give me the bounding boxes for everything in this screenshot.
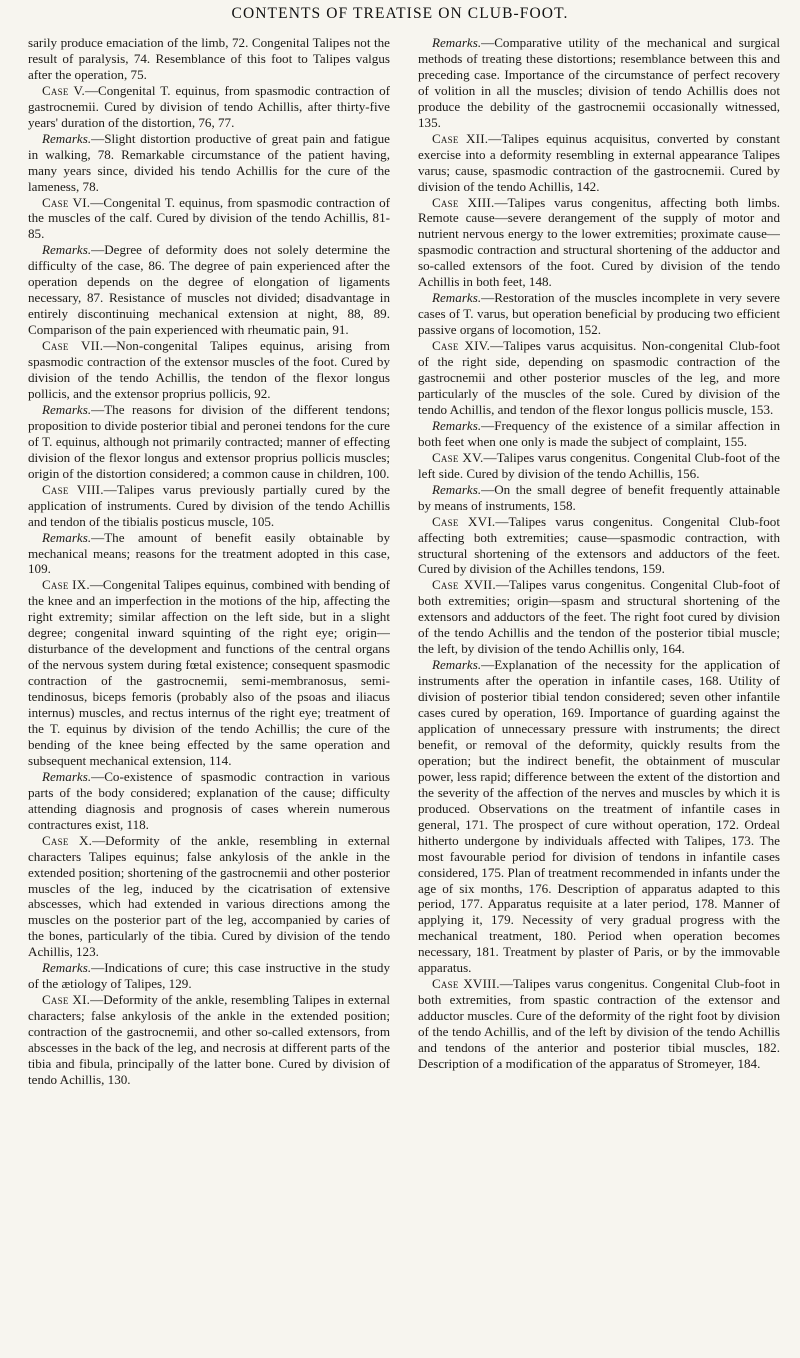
entry-text: —Co-existence of spasmodic contraction in various parts of the body considered; explanation of the cause; difficulty attending diagnosis and prognosis of cases wherein numerous contractures exist, 118. [28, 768, 390, 832]
entry-text: —Talipes varus congenitus. Congenital Club-foot in both extremities, from spastic contraction of the extensor and adductor muscles. Cure of the deformity of the right foot by division of the tendo Achillis, and of the left by division of the tendo Achillis and tendons of the anterior and posterior tibial muscles, 182. Description of a modification of the apparatus of Stromeyer, 184. [418, 976, 780, 1071]
contents-entry [28, 992, 390, 1088]
contents-entry [28, 960, 390, 992]
case-label: Case XV. [432, 449, 484, 465]
entry-text: —Talipes varus acquisitus. Non-congenital Club-foot of the right side, depending on spasmodic contraction of the gastrocnemii and other posterior muscles of the leg, and more particularly of the muscles of the sole. Cured by division of the tendo Achillis, and tendon of the flexor longus pollicis muscle, 153. [418, 338, 780, 417]
contents-entry [418, 338, 780, 418]
contents-entry [28, 242, 390, 338]
contents-entry [28, 195, 390, 243]
case-label: Case VIII. [42, 481, 104, 497]
entry-text: —Talipes equinus acquisitus, converted by constant exercise into a deformity resembling in external appearance Talipes varus; cause, spasmodic contraction of the gastrocnemii. Cured by division of the tendo Achillis, 142. [418, 130, 780, 194]
case-label: Case XVI. [432, 513, 496, 529]
entry-text: —The reasons for division of the different tendons; proposition to divide posterior tibial and peronei tendons for the cure of T. equinus, although not primarily contracted; manner of effecting division of the flexor longus and extensor proprius pollicis muscles; origin of the distortion considered; a common cause in children, 100. [28, 401, 390, 481]
case-label: Case VII. [42, 338, 104, 354]
entry-text: —Indications of cure; this case instructive in the study of the ætiology of Talipes, 129. [28, 960, 390, 992]
remarks-label: Remarks. [432, 481, 482, 497]
entry-text: —The amount of benefit easily obtainable by mechanical means; reasons for the treatment adopted in this case, 109. [28, 529, 390, 577]
case-label: Case XVIII. [432, 976, 500, 992]
remarks-label: Remarks. [42, 960, 92, 976]
entry-text: —Deformity of the ankle, resembling Talipes in external characters; false ankylosis of the ankle in the extended position; contraction of the gastrocnemii, and other so-called extensors, from abscesses in the back of the leg, and necrosis at different parts of the tibia and fibula, principally of the latter bone. Cured by division of tendo Achillis, 130. [28, 992, 390, 1087]
entry-text: —Congenital T. equinus, from spasmodic contraction of gastrocnemii. Cured by division of tendo Achillis, after thirty-five years' duration of the distortion, 76, 77. [28, 82, 390, 130]
case-label: Case XII. [432, 130, 489, 146]
contents-entry [418, 290, 780, 338]
running-head: CONTENTS OF TREATISE ON CLUB-FOOT. [231, 5, 569, 22]
entry-text: —Talipes varus congenitus. Congenital Club-foot of the left side. Cured by division of the tendo Achillis, 156. [418, 449, 780, 481]
contents-entry [418, 418, 780, 450]
contents-entry [28, 769, 390, 833]
remarks-label: Remarks. [42, 768, 92, 784]
entry-text: —Restoration of the muscles incomplete in very severe cases of T. varus, but operation beneficial by producing two efficient passive organs of locomotion, 152. [418, 290, 780, 338]
entry-text: —Non-congenital Talipes equinus, arising from spasmodic contraction of the extensor muscles of the foot. Cured by division of the tendo Achillis, the tendon of the flexor longus pollicis, and the extensor proprius pollicis, 92. [28, 338, 390, 401]
remarks-label: Remarks. [432, 290, 482, 306]
entry-text: —Talipes varus congenitus. Congenital Club-foot affecting both extremities; cause—spasmodic contraction, with structural shortening of the extensors and adductors of the feet. Cured by division of the Achilles tendons, 159. [418, 513, 780, 577]
contents-entry [28, 530, 390, 578]
entry-text: —Frequency of the existence of a similar affection in both feet when one only is made the subject of complaint, 155. [418, 417, 780, 449]
entry-text: —Talipes varus congenitus, affecting both limbs. Remote cause—severe derangement of the supply of motor and nutrient nervous energy to the lower extremities; proximate cause—spasmodic contraction and structural shortening of the adductor and so-called extensors of the foot. Cured by division of the tendo Achillis in both feet, 148. [418, 194, 780, 290]
entry-text: sarily produce emaciation of the limb, 72. Congenital Talipes not the result of paralysis, 74. Resemblance of this foot to Talipes valgus after the operation, 75. [28, 35, 390, 82]
entry-text: —Talipes varus previously partially cured by the application of instruments. Cured by division of the tendo Achillis and tendon of the tibialis posticus muscle, 105. [28, 481, 390, 529]
remarks-label: Remarks. [42, 242, 92, 258]
entry-text: —Talipes varus congenitus. Congenital Club-foot of both extremities; origin—spasm and structural shortening of the extensors and adductors of the feet. The right foot cured by division of the tendo Achillis and the tendon of the posterior tibial muscle; the left, by division of the tendo Achillis only, 164. [418, 577, 780, 657]
entry-text: —Slight distortion productive of great pain and fatigue in walking, 78. Remarkable circumstance of the patient having, many years since, divided his tendo Achillis for the cure of the lameness, 78. [28, 130, 390, 194]
case-label: Case V. [42, 82, 85, 98]
entry-text: —Degree of deformity does not solely determine the difficulty of the case, 86. The degree of pain experienced after the operation depends on the degree of elongation of ligaments necessary, 87. Resistance of muscles not divided; disadvantage in entirely discontinuing mechanical extension at night, 88, 89. Comparison of the pain experienced with rheumatic pain, 91. [28, 242, 390, 338]
contents-entry [418, 657, 780, 976]
contents-entry [418, 976, 780, 1072]
case-label: Case XVII. [432, 577, 496, 593]
left-column [28, 35, 390, 1350]
entry-text: —Congenital T. equinus, from spasmodic contraction of the muscles of the calf. Cured by division of the tendo Achillis, 81-85. [28, 194, 390, 242]
contents-entry [418, 577, 780, 657]
remarks-label: Remarks. [432, 35, 482, 50]
entry-text: —On the small degree of benefit frequently attainable by means of instruments, 158. [418, 481, 780, 513]
case-label: Case XIV. [432, 338, 491, 354]
contents-entry [418, 514, 780, 578]
case-label: Case IX. [42, 577, 90, 593]
case-label: Case X. [42, 832, 93, 848]
entry-text: —Deformity of the ankle, resembling in external characters Talipes equinus; false ankylosis of the ankle in the extended position; shortening of the gastrocnemii and other posterior muscles of the leg, induced by the cicatrisation of extensive abscesses, which had extended in various directions among the muscles on the posterior part of the leg, accompanied by caries of the bones, particularly of the tibia. Cured by division of the tendo Achillis, 123. [28, 832, 390, 960]
contents-entry [418, 195, 780, 291]
remarks-label: Remarks. [42, 130, 92, 146]
entry-text: —Congenital Talipes equinus, combined with bending of the knee and an imperfection in the motions of the hip, affecting the right extremity; similar affection on the left side, but in a slight degree; congenital inward squinting of the right eye; origin—disturbance of the development and functions of the central organs of the nervous system during fœtal existence; consequent spasmodic contraction of the gastrocnemii, semi-membranosus, semi-tendinosus, biceps femoris (probably also of the psoas and iliacus internus) muscles, and rectus internus of the right eye; treatment of the T. equinus by division of the tendo Achillis; the cure of the bending of the knee being effected by the same operation and subsequent mechanical extension, 114. [28, 577, 390, 768]
contents-entry [28, 83, 390, 131]
contents-entry [28, 577, 390, 768]
entry-text: —Comparative utility of the mechanical and surgical methods of treating these distortions; resemblance between this and preceding case. Importance of the circumstance of perfect recovery of volition in all the muscles; division of tendo Achillis does not produce the debility of the gastrocnemii occasionally witnessed, 135. [418, 35, 780, 130]
remarks-label: Remarks. [42, 401, 92, 417]
case-label: Case XIII. [432, 194, 495, 210]
case-label: Case VI. [42, 194, 91, 210]
entry-text: —Explanation of the necessity for the application of instruments after the operation in infantile cases, 168. Utility of division of posterior tibial tendon considered; seven other infantile cases cured by operation, 169. Importance of guarding against the application of unnecessary pressure with instruments; the direct benefit, or removal of the deformity, quickly results from the operation; but the indirect benefit, the obtainment of muscular power, less rapid; difference between the extent of the distortion and the severity of the affection of the nerves and muscles by which it is produced. Observations on the treatment of infantile cases in general, 171. The prospect of cure without operation, 172. Ordeal hitherto undergone by individuals affected with Talipes, 173. The most favourable period for division of tendons in infantile cases considered, 175. Plan of treatment recommended in infants under the age of six months, 176. Description of apparatus adapted to this period, 177. Apparatus requisite at a later period, 178. Manner of applying it, 179. Necessity of very gradual progress with the mechanical treatment, 180. Period when operation becomes necessary, 181. Treatment by plaster of Paris, or by the immovable apparatus. [418, 657, 780, 976]
contents-entry [28, 131, 390, 195]
contents-entry [28, 482, 390, 530]
contents-entry [28, 338, 390, 402]
contents-entry [28, 35, 390, 83]
contents-entry [28, 402, 390, 482]
case-label: Case XI. [42, 992, 91, 1008]
contents-entry [418, 482, 780, 514]
remarks-label: Remarks. [432, 657, 482, 673]
remarks-label: Remarks. [432, 417, 482, 433]
remarks-label: Remarks. [42, 529, 92, 545]
right-column [418, 35, 780, 1350]
contents-entry [418, 35, 780, 131]
contents-entry [418, 131, 780, 195]
contents-entry [418, 450, 780, 482]
contents-entry [28, 833, 390, 961]
